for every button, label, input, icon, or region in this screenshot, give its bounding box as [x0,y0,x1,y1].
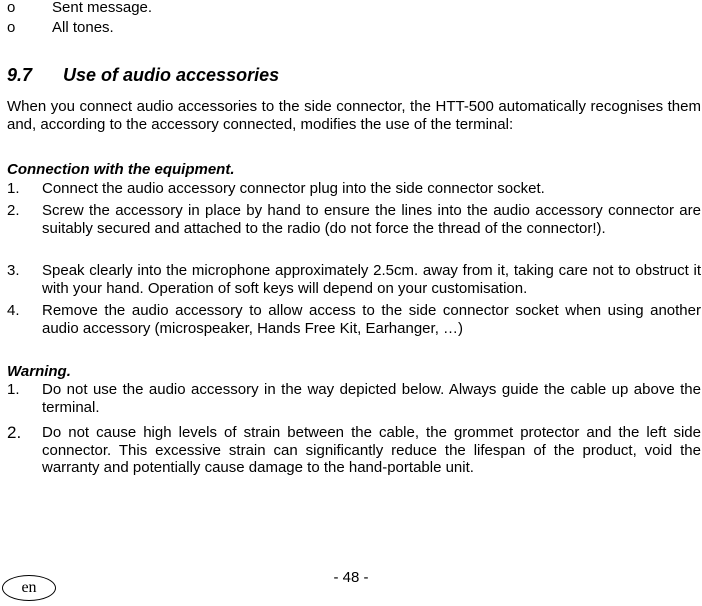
section-heading [7,64,279,86]
warning-text: Do not use the audio accessory in the way depicted below. Always guide the cable up above the terminal. [42,381,701,416]
connection-step [7,180,701,198]
bullet-text: All tones. [52,19,114,36]
warning-number: 2. [7,423,22,442]
warning-number: 1. [7,381,20,398]
section-number: 9.7 [7,65,33,85]
connection-step [7,202,701,237]
bullet-marker: o [7,0,16,16]
step-number: 4. [7,302,20,319]
step-text: Connect the audio accessory connector plug into the side connector socket. [42,180,545,197]
connection-step [7,302,701,337]
bullet-marker: o [7,19,16,36]
connection-step [7,262,701,297]
intro-paragraph: When you connect audio accessories to the side connector, the HTT-500 automatically recognises them and, according to the accessory connected, modifies the use of the terminal: [7,98,701,133]
connection-heading: Connection with the equipment. [7,161,235,178]
section-title: Use of audio accessories [63,65,280,85]
step-number: 2. [7,202,20,219]
step-number: 1. [7,180,20,197]
step-number: 3. [7,262,20,279]
warning-item [7,381,701,416]
step-text: Speak clearly into the microphone approximately 2.5cm. away from it, taking care not to obstruct it with your hand. Operation of soft keys will depend on your customisation. [42,262,701,297]
step-text: Remove the audio accessory to allow access to the side connector socket when using another audio accessory (microspeaker, Hands Free Kit, Earhanger, …) [42,302,701,337]
step-text: Screw the accessory in place by hand to ensure the lines into the audio accessory connector are suitably secured and attached to the radio (do not force the thread of the connector!). [42,202,701,237]
bullet-text: Sent message. [52,0,153,16]
warning-text: Do not cause high levels of strain between the cable, the grommet protector and the left side connector. This excessive strain can significantly reduce the lifespan of the product, void the warranty and potentially cause damage to the hand-portable unit. [42,424,701,476]
language-badge: en [2,575,56,601]
warning-heading: Warning. [7,363,71,380]
page-number: - 48 - [333,569,369,586]
warning-item [7,424,701,477]
